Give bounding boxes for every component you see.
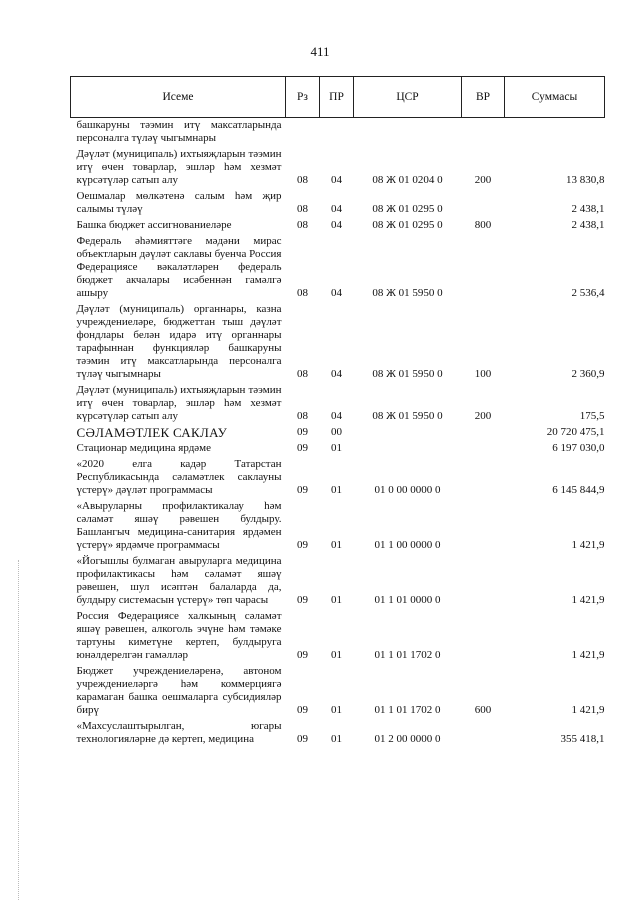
table-row xyxy=(71,381,605,423)
cell-vr xyxy=(462,455,505,497)
table-row xyxy=(71,118,605,146)
table-body xyxy=(71,118,605,747)
cell-csr: 01 2 00 0000 0 xyxy=(374,733,441,745)
cell-rz: 09 xyxy=(297,649,308,661)
budget-table xyxy=(70,76,605,746)
cell-vr xyxy=(462,497,505,552)
cell-sum: 355 418,1 xyxy=(560,733,605,745)
table-row xyxy=(71,497,605,552)
cell-name: Бюджет учреждениеләренә, автоном учреждениеләргә һәм коммерциягә карамаган башка оешмаларга субсидияләр бирү xyxy=(76,665,282,716)
cell-name: «Йогышлы булмаган авыруларга медицина профилактикасы һәм сәламәт яшәү рәвешен, шул исәптән балаларда да, булдыру системасын үстерү» төп чарасы xyxy=(76,555,282,606)
table-row xyxy=(71,423,605,439)
cell-vr xyxy=(462,552,505,607)
cell-sum: 2 438,1 xyxy=(571,219,605,231)
cell-name: «Авыруларны профилактикалау һәм сәламәт яшәү рәвешен булдыру. Башлангыч медицина-санитария ярдәмен үстерү» ярдәмче программасы xyxy=(76,500,282,551)
cell-pr: 01 xyxy=(331,539,342,551)
cell-pr: 01 xyxy=(331,704,342,716)
cell-rz: 08 xyxy=(297,410,308,422)
cell-rz: 09 xyxy=(297,733,308,745)
cell-vr: 200 xyxy=(474,174,492,186)
cell-name: башкаруны тәэмин итү максатларында персоналга түләү чыгымнары xyxy=(76,119,282,144)
cell-sum xyxy=(505,118,605,146)
cell-pr: 00 xyxy=(331,426,342,438)
cell-pr: 01 xyxy=(331,484,342,496)
cell-sum: 6 197 030,0 xyxy=(552,442,605,454)
table-row xyxy=(71,607,605,662)
table-header xyxy=(71,77,605,118)
cell-csr: 01 1 01 1702 0 xyxy=(374,649,441,661)
cell-pr: 04 xyxy=(331,174,342,186)
header-pr: ПР xyxy=(320,77,354,118)
cell-rz: 09 xyxy=(297,442,308,454)
header-name: Исеме xyxy=(71,77,286,118)
cell-pr xyxy=(320,118,354,146)
cell-vr xyxy=(462,439,505,455)
cell-pr: 04 xyxy=(331,410,342,422)
cell-name: «Махсуслаштырылган, югары технологияләрне дә кертеп, медицина xyxy=(76,720,282,745)
cell-csr: 01 1 00 0000 0 xyxy=(374,539,441,551)
cell-csr xyxy=(354,423,462,439)
header-csr: ЦСР xyxy=(354,77,462,118)
scan-margin-marks xyxy=(18,560,20,900)
cell-vr xyxy=(462,232,505,300)
cell-rz: 08 xyxy=(297,203,308,215)
cell-csr xyxy=(354,118,462,146)
cell-csr: 08 Ж 01 0295 0 xyxy=(372,203,443,215)
table-row xyxy=(71,552,605,607)
cell-sum: 2 360,9 xyxy=(571,368,605,380)
cell-name: Дәүләт (муниципаль) органнары, казна учреждениеләре, бюджеттан тыш дәүләт фондлары белән идарә итү органнары тарафыннан функцияләр башкаруны тәэмин итү максатларында персоналга түләү чыгымнары xyxy=(76,303,282,380)
cell-pr: 01 xyxy=(331,733,342,745)
cell-name: Федераль әһәмияттәге мәдәни мирас объектларын дәүләт саклавы буенча Россия Федерациясе вәкаләтләрен федераль бюджет акчалары исәбеннән гамәлгә ашыру xyxy=(76,235,282,299)
header-sum: Суммасы xyxy=(505,77,605,118)
cell-vr: 200 xyxy=(474,410,492,422)
page-number: 411 xyxy=(310,44,330,59)
cell-csr: 01 0 00 0000 0 xyxy=(374,484,441,496)
header-rz: Рз xyxy=(286,77,320,118)
table-row xyxy=(71,145,605,187)
cell-sum: 2 536,4 xyxy=(571,287,605,299)
cell-pr: 01 xyxy=(331,594,342,606)
cell-rz: 08 xyxy=(297,368,308,380)
cell-name: СӘЛАМӘТЛЕК САКЛАУ xyxy=(76,425,228,440)
cell-name: Россия Федерациясе халкының сәламәт яшәү рәвешен, алкоголь эчүне һәм тәмәке тартуны киметүне кертеп, булдыруга юнәлдерелгән гамәлләр xyxy=(76,610,282,661)
cell-csr: 08 Ж 01 5950 0 xyxy=(372,287,443,299)
cell-rz: 08 xyxy=(297,174,308,186)
cell-sum: 1 421,9 xyxy=(571,594,605,606)
cell-vr: 800 xyxy=(474,219,492,231)
cell-csr: 01 1 01 0000 0 xyxy=(374,594,441,606)
cell-rz: 09 xyxy=(297,539,308,551)
cell-csr: 08 Ж 01 0204 0 xyxy=(372,174,443,186)
table-row xyxy=(71,300,605,381)
cell-sum: 6 145 844,9 xyxy=(552,484,605,496)
cell-pr: 04 xyxy=(331,368,342,380)
cell-pr: 01 xyxy=(331,442,342,454)
cell-sum: 20 720 475,1 xyxy=(546,426,605,438)
cell-csr: 08 Ж 01 0295 0 xyxy=(372,219,443,231)
cell-pr: 04 xyxy=(331,219,342,231)
table-row xyxy=(71,439,605,455)
cell-sum: 1 421,9 xyxy=(571,539,605,551)
cell-csr: 08 Ж 01 5950 0 xyxy=(372,368,443,380)
cell-rz: 08 xyxy=(297,287,308,299)
cell-sum: 1 421,9 xyxy=(571,649,605,661)
cell-rz: 09 xyxy=(297,704,308,716)
cell-name: Башка бюджет ассигнованиеләре xyxy=(76,219,232,231)
cell-rz: 09 xyxy=(297,484,308,496)
table-row xyxy=(71,187,605,216)
cell-sum: 1 421,9 xyxy=(571,704,605,716)
table-row xyxy=(71,216,605,232)
cell-name: Дәүләт (муниципаль) ихтыяҗларын тәэмин итү өчен товарлар, эшләр һәм хезмәт күрсәтүләр сатып алу xyxy=(76,148,282,186)
cell-rz xyxy=(286,118,320,146)
cell-name: Дәүләт (муниципаль) ихтыяҗларын тәэмин итү өчен товарлар, эшләр һәм хезмәт күрсәтүләр сатып алу xyxy=(76,384,282,422)
cell-sum: 13 830,8 xyxy=(566,174,605,186)
cell-rz: 09 xyxy=(297,426,308,438)
cell-name: Оешмалар мөлкәтенә салым һәм җир салымы түләү xyxy=(76,190,282,215)
cell-name: «2020 елга кадәр Татарстан Республикасында сәламәтлек саклауны үстерү» дәүләт программасы xyxy=(76,458,282,496)
cell-vr xyxy=(462,607,505,662)
cell-name: Стационар медицина ярдәме xyxy=(76,442,212,454)
header-vr: ВР xyxy=(462,77,505,118)
cell-pr: 04 xyxy=(331,287,342,299)
table-row xyxy=(71,662,605,717)
cell-rz: 08 xyxy=(297,219,308,231)
table-row xyxy=(71,232,605,300)
cell-sum: 2 438,1 xyxy=(571,203,605,215)
cell-rz: 09 xyxy=(297,594,308,606)
cell-vr xyxy=(462,118,505,146)
cell-vr xyxy=(462,717,505,746)
cell-pr: 04 xyxy=(331,203,342,215)
cell-vr xyxy=(462,187,505,216)
table-row xyxy=(71,717,605,746)
cell-csr: 08 Ж 01 5950 0 xyxy=(372,410,443,422)
cell-csr xyxy=(354,439,462,455)
cell-pr: 01 xyxy=(331,649,342,661)
cell-sum: 175,5 xyxy=(579,410,605,422)
cell-vr: 100 xyxy=(474,368,492,380)
cell-vr xyxy=(462,423,505,439)
cell-csr: 01 1 01 1702 0 xyxy=(374,704,441,716)
cell-vr: 600 xyxy=(474,704,492,716)
table-row xyxy=(71,455,605,497)
